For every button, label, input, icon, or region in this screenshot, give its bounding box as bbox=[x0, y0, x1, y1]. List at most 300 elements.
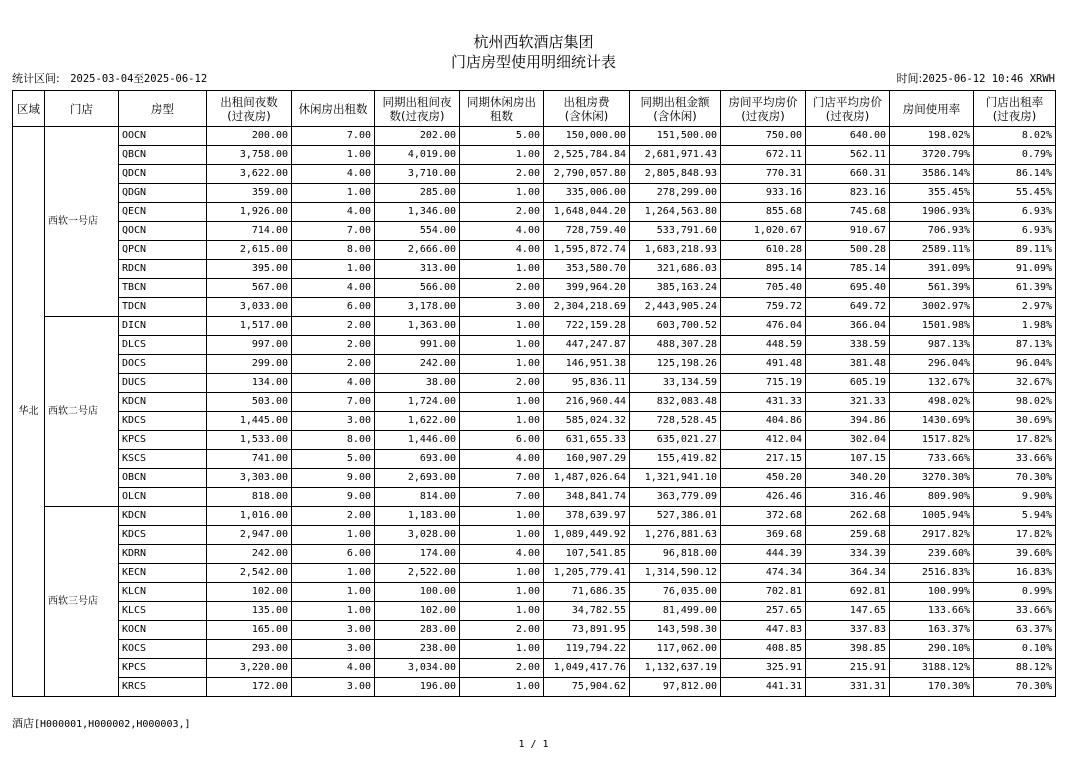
range-info bbox=[12, 72, 207, 86]
value-cell: 89.11% bbox=[974, 241, 1056, 260]
value-cell: 450.20 bbox=[721, 469, 806, 488]
value-cell: 1,926.00 bbox=[207, 203, 292, 222]
table-row bbox=[13, 602, 1056, 621]
value-cell: 722,159.28 bbox=[544, 317, 630, 336]
table-row bbox=[13, 507, 1056, 526]
value-cell: 172.00 bbox=[207, 678, 292, 697]
value-cell: 196.00 bbox=[375, 678, 460, 697]
value-cell: 1,683,218.93 bbox=[630, 241, 721, 260]
value-cell: 338.59 bbox=[806, 336, 890, 355]
value-cell: 1,183.00 bbox=[375, 507, 460, 526]
value-cell: 2.00 bbox=[292, 336, 375, 355]
value-cell: 631,655.33 bbox=[544, 431, 630, 450]
value-cell: 503.00 bbox=[207, 393, 292, 412]
value-cell: 296.04% bbox=[890, 355, 974, 374]
value-cell: 1906.93% bbox=[890, 203, 974, 222]
column-header: 同期出租间夜 数(过夜房) bbox=[375, 91, 460, 127]
value-cell: 97,812.00 bbox=[630, 678, 721, 697]
value-cell: 6.00 bbox=[292, 545, 375, 564]
room-type-cell: KDRN bbox=[119, 545, 207, 564]
value-cell: 693.00 bbox=[375, 450, 460, 469]
value-cell: 381.48 bbox=[806, 355, 890, 374]
value-cell: 745.68 bbox=[806, 203, 890, 222]
room-type-cell: QDCN bbox=[119, 165, 207, 184]
value-cell: 2.97% bbox=[974, 298, 1056, 317]
room-usage-table bbox=[12, 90, 1056, 697]
value-cell: 1.00 bbox=[460, 678, 544, 697]
value-cell: 2.00 bbox=[460, 374, 544, 393]
value-cell: 3,034.00 bbox=[375, 659, 460, 678]
value-cell: 1430.69% bbox=[890, 412, 974, 431]
value-cell: 3188.12% bbox=[890, 659, 974, 678]
value-cell: 759.72 bbox=[721, 298, 806, 317]
value-cell: 997.00 bbox=[207, 336, 292, 355]
column-header: 门店 bbox=[45, 91, 119, 127]
value-cell: 38.00 bbox=[375, 374, 460, 393]
table-row bbox=[13, 545, 1056, 564]
value-cell: 299.00 bbox=[207, 355, 292, 374]
room-type-cell: KDCN bbox=[119, 507, 207, 526]
value-cell: 5.00 bbox=[460, 127, 544, 146]
value-cell: 818.00 bbox=[207, 488, 292, 507]
value-cell: 238.00 bbox=[375, 640, 460, 659]
value-cell: 603,700.52 bbox=[630, 317, 721, 336]
value-cell: 1.00 bbox=[292, 184, 375, 203]
value-cell: 814.00 bbox=[375, 488, 460, 507]
value-cell: 102.00 bbox=[375, 602, 460, 621]
time-label: 时间: bbox=[896, 72, 923, 85]
value-cell: 660.31 bbox=[806, 165, 890, 184]
column-header: 同期休闲房出 租数 bbox=[460, 91, 544, 127]
table-row bbox=[13, 203, 1056, 222]
value-cell: 3.00 bbox=[292, 678, 375, 697]
room-type-cell: KPCS bbox=[119, 431, 207, 450]
value-cell: 2.00 bbox=[292, 317, 375, 336]
value-cell: 1,445.00 bbox=[207, 412, 292, 431]
value-cell: 3,033.00 bbox=[207, 298, 292, 317]
value-cell: 8.00 bbox=[292, 431, 375, 450]
table-row bbox=[13, 621, 1056, 640]
value-cell: 198.02% bbox=[890, 127, 974, 146]
value-cell: 533,791.60 bbox=[630, 222, 721, 241]
value-cell: 70.30% bbox=[974, 469, 1056, 488]
value-cell: 3.00 bbox=[292, 412, 375, 431]
value-cell: 649.72 bbox=[806, 298, 890, 317]
value-cell: 16.83% bbox=[974, 564, 1056, 583]
value-cell: 714.00 bbox=[207, 222, 292, 241]
value-cell: 398.85 bbox=[806, 640, 890, 659]
value-cell: 163.37% bbox=[890, 621, 974, 640]
value-cell: 770.31 bbox=[721, 165, 806, 184]
value-cell: 3,758.00 bbox=[207, 146, 292, 165]
table-row bbox=[13, 222, 1056, 241]
value-cell: 334.39 bbox=[806, 545, 890, 564]
value-cell: 2,615.00 bbox=[207, 241, 292, 260]
value-cell: 3.00 bbox=[292, 621, 375, 640]
column-header: 同期出租金额 (含休闲) bbox=[630, 91, 721, 127]
value-cell: 1.00 bbox=[460, 355, 544, 374]
value-cell: 640.00 bbox=[806, 127, 890, 146]
report-subtitle: 门店房型使用明细统计表 bbox=[450, 53, 616, 71]
value-cell: 566.00 bbox=[375, 279, 460, 298]
value-cell: 404.86 bbox=[721, 412, 806, 431]
value-cell: 1.00 bbox=[460, 260, 544, 279]
value-cell: 239.60% bbox=[890, 545, 974, 564]
value-cell: 1.00 bbox=[292, 526, 375, 545]
value-cell: 353,580.70 bbox=[544, 260, 630, 279]
value-cell: 491.48 bbox=[721, 355, 806, 374]
value-cell: 7.00 bbox=[292, 127, 375, 146]
value-cell: 242.00 bbox=[207, 545, 292, 564]
value-cell: 100.00 bbox=[375, 583, 460, 602]
value-cell: 488,307.28 bbox=[630, 336, 721, 355]
value-cell: 217.15 bbox=[721, 450, 806, 469]
value-cell: 242.00 bbox=[375, 355, 460, 374]
table-row bbox=[13, 526, 1056, 545]
value-cell: 554.00 bbox=[375, 222, 460, 241]
value-cell: 2,805,848.93 bbox=[630, 165, 721, 184]
value-cell: 809.90% bbox=[890, 488, 974, 507]
value-cell: 202.00 bbox=[375, 127, 460, 146]
value-cell: 1,487,026.64 bbox=[544, 469, 630, 488]
value-cell: 1.98% bbox=[974, 317, 1056, 336]
hotel-list-value: [H000001,H000002,H000003,] bbox=[34, 719, 191, 730]
room-type-cell: QOCN bbox=[119, 222, 207, 241]
value-cell: 107.15 bbox=[806, 450, 890, 469]
value-cell: 132.67% bbox=[890, 374, 974, 393]
value-cell: 61.39% bbox=[974, 279, 1056, 298]
room-type-cell: QECN bbox=[119, 203, 207, 222]
value-cell: 76,035.00 bbox=[630, 583, 721, 602]
value-cell: 33.66% bbox=[974, 602, 1056, 621]
value-cell: 63.37% bbox=[974, 621, 1056, 640]
table-row bbox=[13, 678, 1056, 697]
column-header: 出租房费 (含休闲) bbox=[544, 91, 630, 127]
value-cell: 32.67% bbox=[974, 374, 1056, 393]
value-cell: 174.00 bbox=[375, 545, 460, 564]
value-cell: 102.00 bbox=[207, 583, 292, 602]
value-cell: 8.00 bbox=[292, 241, 375, 260]
value-cell: 635,021.27 bbox=[630, 431, 721, 450]
value-cell: 39.60% bbox=[974, 545, 1056, 564]
value-cell: 33,134.59 bbox=[630, 374, 721, 393]
value-cell: 2,947.00 bbox=[207, 526, 292, 545]
room-type-cell: QDGN bbox=[119, 184, 207, 203]
table-row bbox=[13, 469, 1056, 488]
table-row bbox=[13, 336, 1056, 355]
value-cell: 200.00 bbox=[207, 127, 292, 146]
value-cell: 257.65 bbox=[721, 602, 806, 621]
value-cell: 1.00 bbox=[292, 260, 375, 279]
room-type-cell: KECN bbox=[119, 564, 207, 583]
value-cell: 278,299.00 bbox=[630, 184, 721, 203]
value-cell: 715.19 bbox=[721, 374, 806, 393]
store-cell: 西软三号店 bbox=[45, 507, 119, 697]
value-cell: 17.82% bbox=[974, 526, 1056, 545]
value-cell: 259.68 bbox=[806, 526, 890, 545]
value-cell: 1,049,417.76 bbox=[544, 659, 630, 678]
table-row bbox=[13, 488, 1056, 507]
value-cell: 125,198.26 bbox=[630, 355, 721, 374]
value-cell: 165.00 bbox=[207, 621, 292, 640]
value-cell: 1.00 bbox=[460, 507, 544, 526]
value-cell: 9.00 bbox=[292, 488, 375, 507]
value-cell: 1.00 bbox=[460, 412, 544, 431]
column-header: 门店平均房价 (过夜房) bbox=[806, 91, 890, 127]
value-cell: 1517.82% bbox=[890, 431, 974, 450]
time-info bbox=[897, 72, 1055, 86]
value-cell: 447.83 bbox=[721, 621, 806, 640]
value-cell: 448.59 bbox=[721, 336, 806, 355]
value-cell: 705.40 bbox=[721, 279, 806, 298]
value-cell: 147.65 bbox=[806, 602, 890, 621]
value-cell: 355.45% bbox=[890, 184, 974, 203]
value-cell: 290.10% bbox=[890, 640, 974, 659]
table-row bbox=[13, 146, 1056, 165]
value-cell: 2,525,784.84 bbox=[544, 146, 630, 165]
value-cell: 785.14 bbox=[806, 260, 890, 279]
table-row bbox=[13, 374, 1056, 393]
value-cell: 706.93% bbox=[890, 222, 974, 241]
value-cell: 4.00 bbox=[292, 203, 375, 222]
value-cell: 133.66% bbox=[890, 602, 974, 621]
room-type-cell: DLCS bbox=[119, 336, 207, 355]
value-cell: 1,595,872.74 bbox=[544, 241, 630, 260]
value-cell: 321,686.03 bbox=[630, 260, 721, 279]
value-cell: 331.31 bbox=[806, 678, 890, 697]
value-cell: 750.00 bbox=[721, 127, 806, 146]
value-cell: 741.00 bbox=[207, 450, 292, 469]
value-cell: 476.04 bbox=[721, 317, 806, 336]
room-type-cell: DUCS bbox=[119, 374, 207, 393]
value-cell: 2,666.00 bbox=[375, 241, 460, 260]
value-cell: 107,541.85 bbox=[544, 545, 630, 564]
value-cell: 3,178.00 bbox=[375, 298, 460, 317]
value-cell: 895.14 bbox=[721, 260, 806, 279]
value-cell: 143,598.30 bbox=[630, 621, 721, 640]
value-cell: 100.99% bbox=[890, 583, 974, 602]
value-cell: 5.94% bbox=[974, 507, 1056, 526]
value-cell: 2589.11% bbox=[890, 241, 974, 260]
value-cell: 359.00 bbox=[207, 184, 292, 203]
value-cell: 1.00 bbox=[460, 640, 544, 659]
value-cell: 2.00 bbox=[292, 355, 375, 374]
value-cell: 498.02% bbox=[890, 393, 974, 412]
value-cell: 7.00 bbox=[460, 488, 544, 507]
table-body bbox=[13, 127, 1056, 697]
room-type-cell: DOCS bbox=[119, 355, 207, 374]
value-cell: 1,517.00 bbox=[207, 317, 292, 336]
value-cell: 2917.82% bbox=[890, 526, 974, 545]
value-cell: 3,028.00 bbox=[375, 526, 460, 545]
room-type-cell: QPCN bbox=[119, 241, 207, 260]
value-cell: 399,964.20 bbox=[544, 279, 630, 298]
value-cell: 335,006.00 bbox=[544, 184, 630, 203]
room-type-cell: KSCS bbox=[119, 450, 207, 469]
value-cell: 369.68 bbox=[721, 526, 806, 545]
value-cell: 75,904.62 bbox=[544, 678, 630, 697]
value-cell: 408.85 bbox=[721, 640, 806, 659]
value-cell: 6.00 bbox=[460, 431, 544, 450]
value-cell: 119,794.22 bbox=[544, 640, 630, 659]
value-cell: 91.09% bbox=[974, 260, 1056, 279]
value-cell: 500.28 bbox=[806, 241, 890, 260]
time-value: 2025-06-12 10:46 XRWH bbox=[922, 73, 1055, 85]
value-cell: 1,446.00 bbox=[375, 431, 460, 450]
table-row bbox=[13, 393, 1056, 412]
value-cell: 2.00 bbox=[460, 279, 544, 298]
value-cell: 585,024.32 bbox=[544, 412, 630, 431]
value-cell: 96.04% bbox=[974, 355, 1056, 374]
value-cell: 1.00 bbox=[460, 583, 544, 602]
value-cell: 30.69% bbox=[974, 412, 1056, 431]
room-type-cell: KLCN bbox=[119, 583, 207, 602]
value-cell: 215.91 bbox=[806, 659, 890, 678]
value-cell: 5.00 bbox=[292, 450, 375, 469]
value-cell: 366.04 bbox=[806, 317, 890, 336]
value-cell: 283.00 bbox=[375, 621, 460, 640]
value-cell: 6.93% bbox=[974, 203, 1056, 222]
room-type-cell: KOCN bbox=[119, 621, 207, 640]
room-type-cell: KLCS bbox=[119, 602, 207, 621]
room-type-cell: KPCS bbox=[119, 659, 207, 678]
value-cell: 3002.97% bbox=[890, 298, 974, 317]
region-cell: 华北 bbox=[13, 127, 45, 697]
value-cell: 3,622.00 bbox=[207, 165, 292, 184]
value-cell: 933.16 bbox=[721, 184, 806, 203]
room-type-cell: KDCN bbox=[119, 393, 207, 412]
value-cell: 447,247.87 bbox=[544, 336, 630, 355]
value-cell: 610.28 bbox=[721, 241, 806, 260]
value-cell: 3720.79% bbox=[890, 146, 974, 165]
value-cell: 0.10% bbox=[974, 640, 1056, 659]
table-row bbox=[13, 355, 1056, 374]
table-row bbox=[13, 241, 1056, 260]
value-cell: 1.00 bbox=[460, 317, 544, 336]
value-cell: 6.00 bbox=[292, 298, 375, 317]
value-cell: 1,132,637.19 bbox=[630, 659, 721, 678]
value-cell: 2.00 bbox=[292, 507, 375, 526]
value-cell: 394.86 bbox=[806, 412, 890, 431]
value-cell: 3.00 bbox=[460, 298, 544, 317]
value-cell: 70.30% bbox=[974, 678, 1056, 697]
column-header: 房型 bbox=[119, 91, 207, 127]
column-header: 休闲房出租数 bbox=[292, 91, 375, 127]
value-cell: 1,089,449.92 bbox=[544, 526, 630, 545]
value-cell: 170.30% bbox=[890, 678, 974, 697]
table-row bbox=[13, 412, 1056, 431]
value-cell: 1,533.00 bbox=[207, 431, 292, 450]
room-type-cell: KDCS bbox=[119, 412, 207, 431]
range-label: 统计区间: bbox=[12, 72, 60, 85]
value-cell: 3,303.00 bbox=[207, 469, 292, 488]
value-cell: 3270.30% bbox=[890, 469, 974, 488]
value-cell: 4.00 bbox=[292, 374, 375, 393]
value-cell: 150,000.00 bbox=[544, 127, 630, 146]
value-cell: 33.66% bbox=[974, 450, 1056, 469]
value-cell: 441.31 bbox=[721, 678, 806, 697]
value-cell: 8.02% bbox=[974, 127, 1056, 146]
value-cell: 17.82% bbox=[974, 431, 1056, 450]
value-cell: 1,622.00 bbox=[375, 412, 460, 431]
table-row bbox=[13, 279, 1056, 298]
value-cell: 117,062.00 bbox=[630, 640, 721, 659]
table-row bbox=[13, 165, 1056, 184]
store-cell: 西软一号店 bbox=[45, 127, 119, 317]
report-title: 杭州西软酒店集团 bbox=[473, 33, 594, 51]
value-cell: 1005.94% bbox=[890, 507, 974, 526]
column-header: 区域 bbox=[13, 91, 45, 127]
value-cell: 302.04 bbox=[806, 431, 890, 450]
value-cell: 87.13% bbox=[974, 336, 1056, 355]
hotel-list bbox=[12, 717, 191, 732]
value-cell: 71,686.35 bbox=[544, 583, 630, 602]
value-cell: 1,314,590.12 bbox=[630, 564, 721, 583]
value-cell: 363,779.09 bbox=[630, 488, 721, 507]
value-cell: 1.00 bbox=[460, 336, 544, 355]
value-cell: 372.68 bbox=[721, 507, 806, 526]
value-cell: 1.00 bbox=[292, 583, 375, 602]
value-cell: 364.34 bbox=[806, 564, 890, 583]
value-cell: 2,522.00 bbox=[375, 564, 460, 583]
value-cell: 6.93% bbox=[974, 222, 1056, 241]
value-cell: 337.83 bbox=[806, 621, 890, 640]
value-cell: 1,648,044.20 bbox=[544, 203, 630, 222]
value-cell: 135.00 bbox=[207, 602, 292, 621]
room-type-cell: KRCS bbox=[119, 678, 207, 697]
table-row bbox=[13, 298, 1056, 317]
value-cell: 692.81 bbox=[806, 583, 890, 602]
value-cell: 567.00 bbox=[207, 279, 292, 298]
value-cell: 155,419.82 bbox=[630, 450, 721, 469]
value-cell: 1.00 bbox=[460, 602, 544, 621]
value-cell: 3586.14% bbox=[890, 165, 974, 184]
value-cell: 385,163.24 bbox=[630, 279, 721, 298]
value-cell: 73,891.95 bbox=[544, 621, 630, 640]
room-type-cell: QBCN bbox=[119, 146, 207, 165]
value-cell: 1.00 bbox=[292, 146, 375, 165]
table-row bbox=[13, 127, 1056, 146]
value-cell: 4.00 bbox=[292, 659, 375, 678]
value-cell: 4.00 bbox=[460, 545, 544, 564]
table-header-row bbox=[13, 91, 1056, 127]
table-row bbox=[13, 564, 1056, 583]
value-cell: 86.14% bbox=[974, 165, 1056, 184]
value-cell: 910.67 bbox=[806, 222, 890, 241]
value-cell: 695.40 bbox=[806, 279, 890, 298]
value-cell: 987.13% bbox=[890, 336, 974, 355]
value-cell: 702.81 bbox=[721, 583, 806, 602]
value-cell: 0.99% bbox=[974, 583, 1056, 602]
value-cell: 4.00 bbox=[460, 241, 544, 260]
column-header: 房间使用率 bbox=[890, 91, 974, 127]
value-cell: 88.12% bbox=[974, 659, 1056, 678]
value-cell: 562.11 bbox=[806, 146, 890, 165]
hotel-list-label: 酒店 bbox=[12, 717, 34, 730]
room-type-cell: RDCN bbox=[119, 260, 207, 279]
value-cell: 991.00 bbox=[375, 336, 460, 355]
value-cell: 1,321,941.10 bbox=[630, 469, 721, 488]
column-header: 出租间夜数 (过夜房) bbox=[207, 91, 292, 127]
value-cell: 316.46 bbox=[806, 488, 890, 507]
value-cell: 293.00 bbox=[207, 640, 292, 659]
value-cell: 285.00 bbox=[375, 184, 460, 203]
value-cell: 2,681,971.43 bbox=[630, 146, 721, 165]
value-cell: 1,264,563.80 bbox=[630, 203, 721, 222]
value-cell: 325.91 bbox=[721, 659, 806, 678]
value-cell: 1501.98% bbox=[890, 317, 974, 336]
value-cell: 7.00 bbox=[292, 393, 375, 412]
